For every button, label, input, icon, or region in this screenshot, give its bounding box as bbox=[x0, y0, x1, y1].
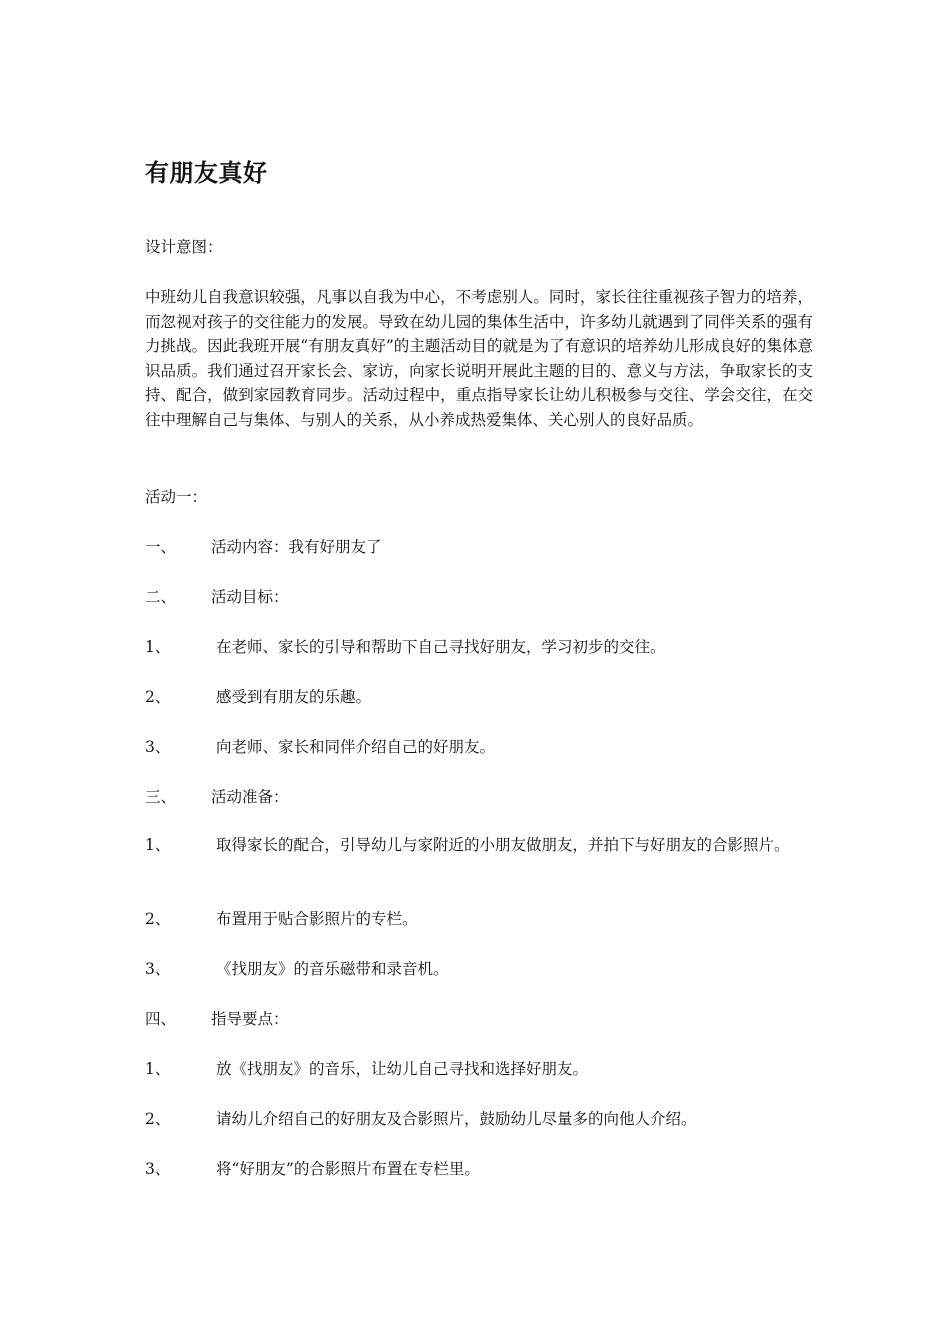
section-number: 四、 bbox=[145, 1010, 177, 1028]
preparation-item bbox=[145, 907, 813, 931]
section-text: 活动内容：我有好朋友了 bbox=[211, 538, 382, 556]
item-text: 布置用于贴合影照片的专栏。 bbox=[216, 910, 418, 928]
goal-item bbox=[145, 635, 813, 659]
item-text: 放《找朋友》的音乐，让幼儿自己寻找和选择好朋友。 bbox=[216, 1060, 589, 1078]
item-number: 3、 bbox=[145, 738, 171, 756]
item-text: 将“好朋友”的合影照片布置在专栏里。 bbox=[216, 1160, 480, 1178]
design-intent-paragraph: 中班幼儿自我意识较强，凡事以自我为中心，不考虑别人。同时，家长往往重视孩子智力的培养，而忽视对孩子的交往能力的发展。导致在幼儿园的集体生活中，许多幼儿就遇到了同伴关系的强有力挑战。因此我班开展“有朋友真好”的主题活动目的就是为了有意识的培养幼儿形成良好的集体意识品质。我们通过召开家长会、家访，向家长说明开展此主题的目的、意义与方法，争取家长的支持、配合，做到家园教育同步。活动过程中，重点指导家长让幼儿积极参与交往、学会交往，在交往中理解自己与集体、与别人的关系，从小养成热爱集体、关心别人的良好品质。 bbox=[145, 288, 813, 429]
item-number: 1、 bbox=[145, 836, 171, 854]
item-text: 取得家长的配合，引导幼儿与家附近的小朋友做朋友，并拍下与好朋友的合影照片。 bbox=[216, 836, 790, 854]
item-number: 1、 bbox=[145, 638, 171, 656]
item-number: 3、 bbox=[145, 1160, 171, 1178]
item-number: 2、 bbox=[145, 688, 171, 706]
item-text: 在老师、家长的引导和帮助下自己寻找好朋友，学习初步的交往。 bbox=[216, 638, 666, 656]
section-text: 活动准备： bbox=[211, 788, 289, 806]
section-number: 二、 bbox=[145, 588, 177, 606]
page-title: 有朋友真好 bbox=[145, 158, 268, 187]
section-goals bbox=[145, 585, 813, 609]
activity-one-label: 活动一： bbox=[145, 488, 208, 506]
item-text: 请幼儿介绍自己的好朋友及合影照片，鼓励幼儿尽量多的向他人介绍。 bbox=[216, 1110, 697, 1128]
preparation-item bbox=[145, 833, 813, 857]
item-number: 3、 bbox=[145, 960, 171, 978]
goal-item bbox=[145, 685, 813, 709]
section-text: 指导要点： bbox=[211, 1010, 289, 1028]
item-number: 2、 bbox=[145, 910, 171, 928]
item-number: 2、 bbox=[145, 1110, 171, 1128]
goal-item bbox=[145, 735, 813, 759]
section-preparation bbox=[145, 785, 813, 809]
guidance-item bbox=[145, 1107, 813, 1131]
section-guidance bbox=[145, 1007, 813, 1031]
item-text: 《找朋友》的音乐磁带和录音机。 bbox=[216, 960, 449, 978]
section-text: 活动目标： bbox=[211, 588, 289, 606]
preparation-item bbox=[145, 957, 813, 981]
guidance-item bbox=[145, 1157, 813, 1181]
section-number: 一、 bbox=[145, 538, 177, 556]
guidance-item bbox=[145, 1057, 813, 1081]
design-intent-label: 设计意图： bbox=[145, 238, 223, 256]
item-number: 1、 bbox=[145, 1060, 171, 1078]
item-text: 感受到有朋友的乐趣。 bbox=[216, 688, 372, 706]
item-text: 向老师、家长和同伴介绍自己的好朋友。 bbox=[216, 738, 496, 756]
section-content bbox=[145, 535, 813, 559]
section-number: 三、 bbox=[145, 788, 177, 806]
